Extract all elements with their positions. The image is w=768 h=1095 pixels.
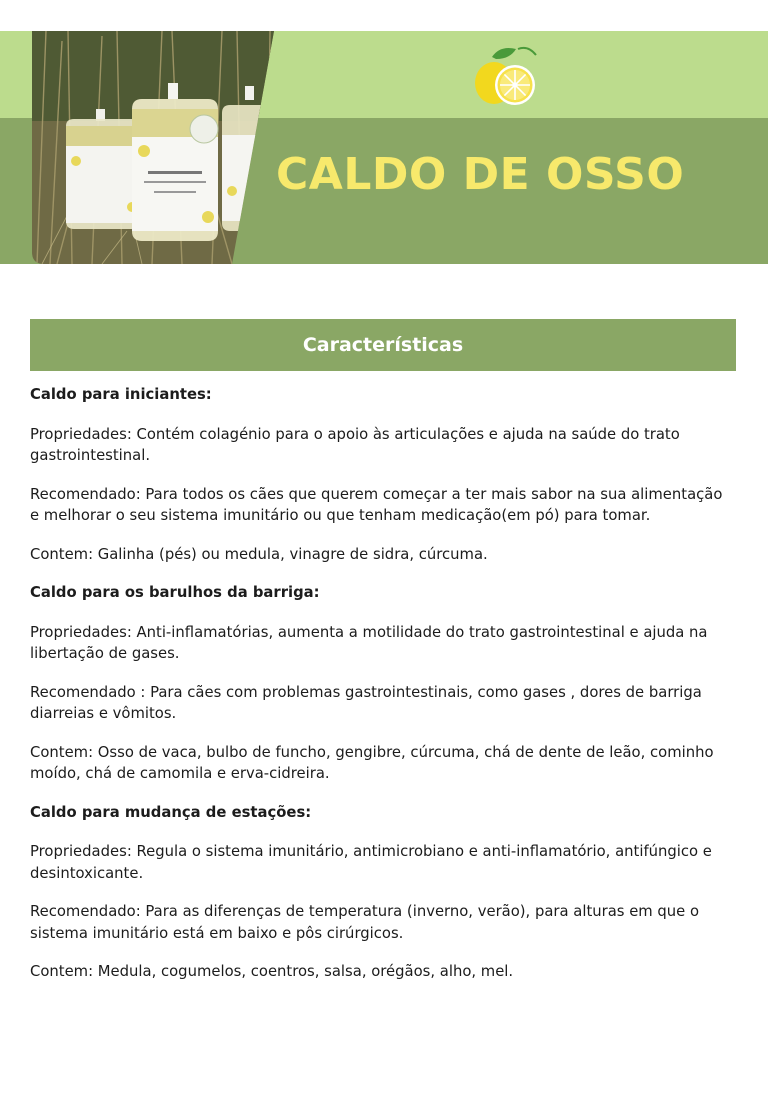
broth-heading: Caldo para mudança de estações: [30, 803, 312, 821]
section-header [30, 319, 736, 371]
broth-group-estacoes [30, 802, 736, 983]
ingredients-text: Contem: Medula, cogumelos, coentros, salsa, orégãos, alho, mel. [30, 963, 514, 980]
broth-list [30, 384, 736, 1000]
product-photo [32, 31, 274, 264]
recommended-text: Recomendado: Para todos os cães que querem começar a ter mais sabor na sua alimentação e melhorar o seu sistema imunitário ou que tenham medicação(em pó) para tomar. [30, 485, 723, 524]
header-banner [0, 31, 768, 264]
broth-group-iniciantes [30, 384, 736, 565]
recommended-text: Recomendado : Para cães com problemas gastrointestinais, como gases , dores de barriga diarreias e vômitos. [30, 683, 702, 722]
properties-text: Propriedades: Anti-inflamatórias, aumenta a motilidade do trato gastrointestinal e ajuda na libertação de gases. [30, 623, 708, 662]
properties-text: Propriedades: Contém colagénio para o apoio às articulações e ajuda na saúde do trato gastrointestinal. [30, 425, 680, 464]
broth-heading: Caldo para os barulhos da barriga: [30, 584, 320, 601]
broth-heading: Caldo para iniciantes: [30, 386, 212, 403]
ingredients-text: Contem: Osso de vaca, bulbo de funcho, gengibre, cúrcuma, chá de dente de leão, cominho moído, chá de camomila e erva-cidreira. [30, 743, 714, 782]
recommended-text: Recomendado: Para as diferenças de temperatura (inverno, verão), para alturas em que o sistema imunitário está em baixo e pôs cirúrgicos. [30, 903, 700, 942]
page-title: CALDO DE OSSO [276, 149, 685, 200]
properties-text: Propriedades: Regula o sistema imunitário, antimicrobiano e anti-inflamatório, antifúngico e desintoxicante. [30, 843, 712, 882]
broth-group-barriga [30, 582, 736, 785]
section-title: Características [302, 334, 464, 356]
ingredients-text: Contem: Galinha (pés) ou medula, vinagre de sidra, cúrcuma. [30, 545, 488, 563]
lemon-icon [470, 43, 542, 109]
